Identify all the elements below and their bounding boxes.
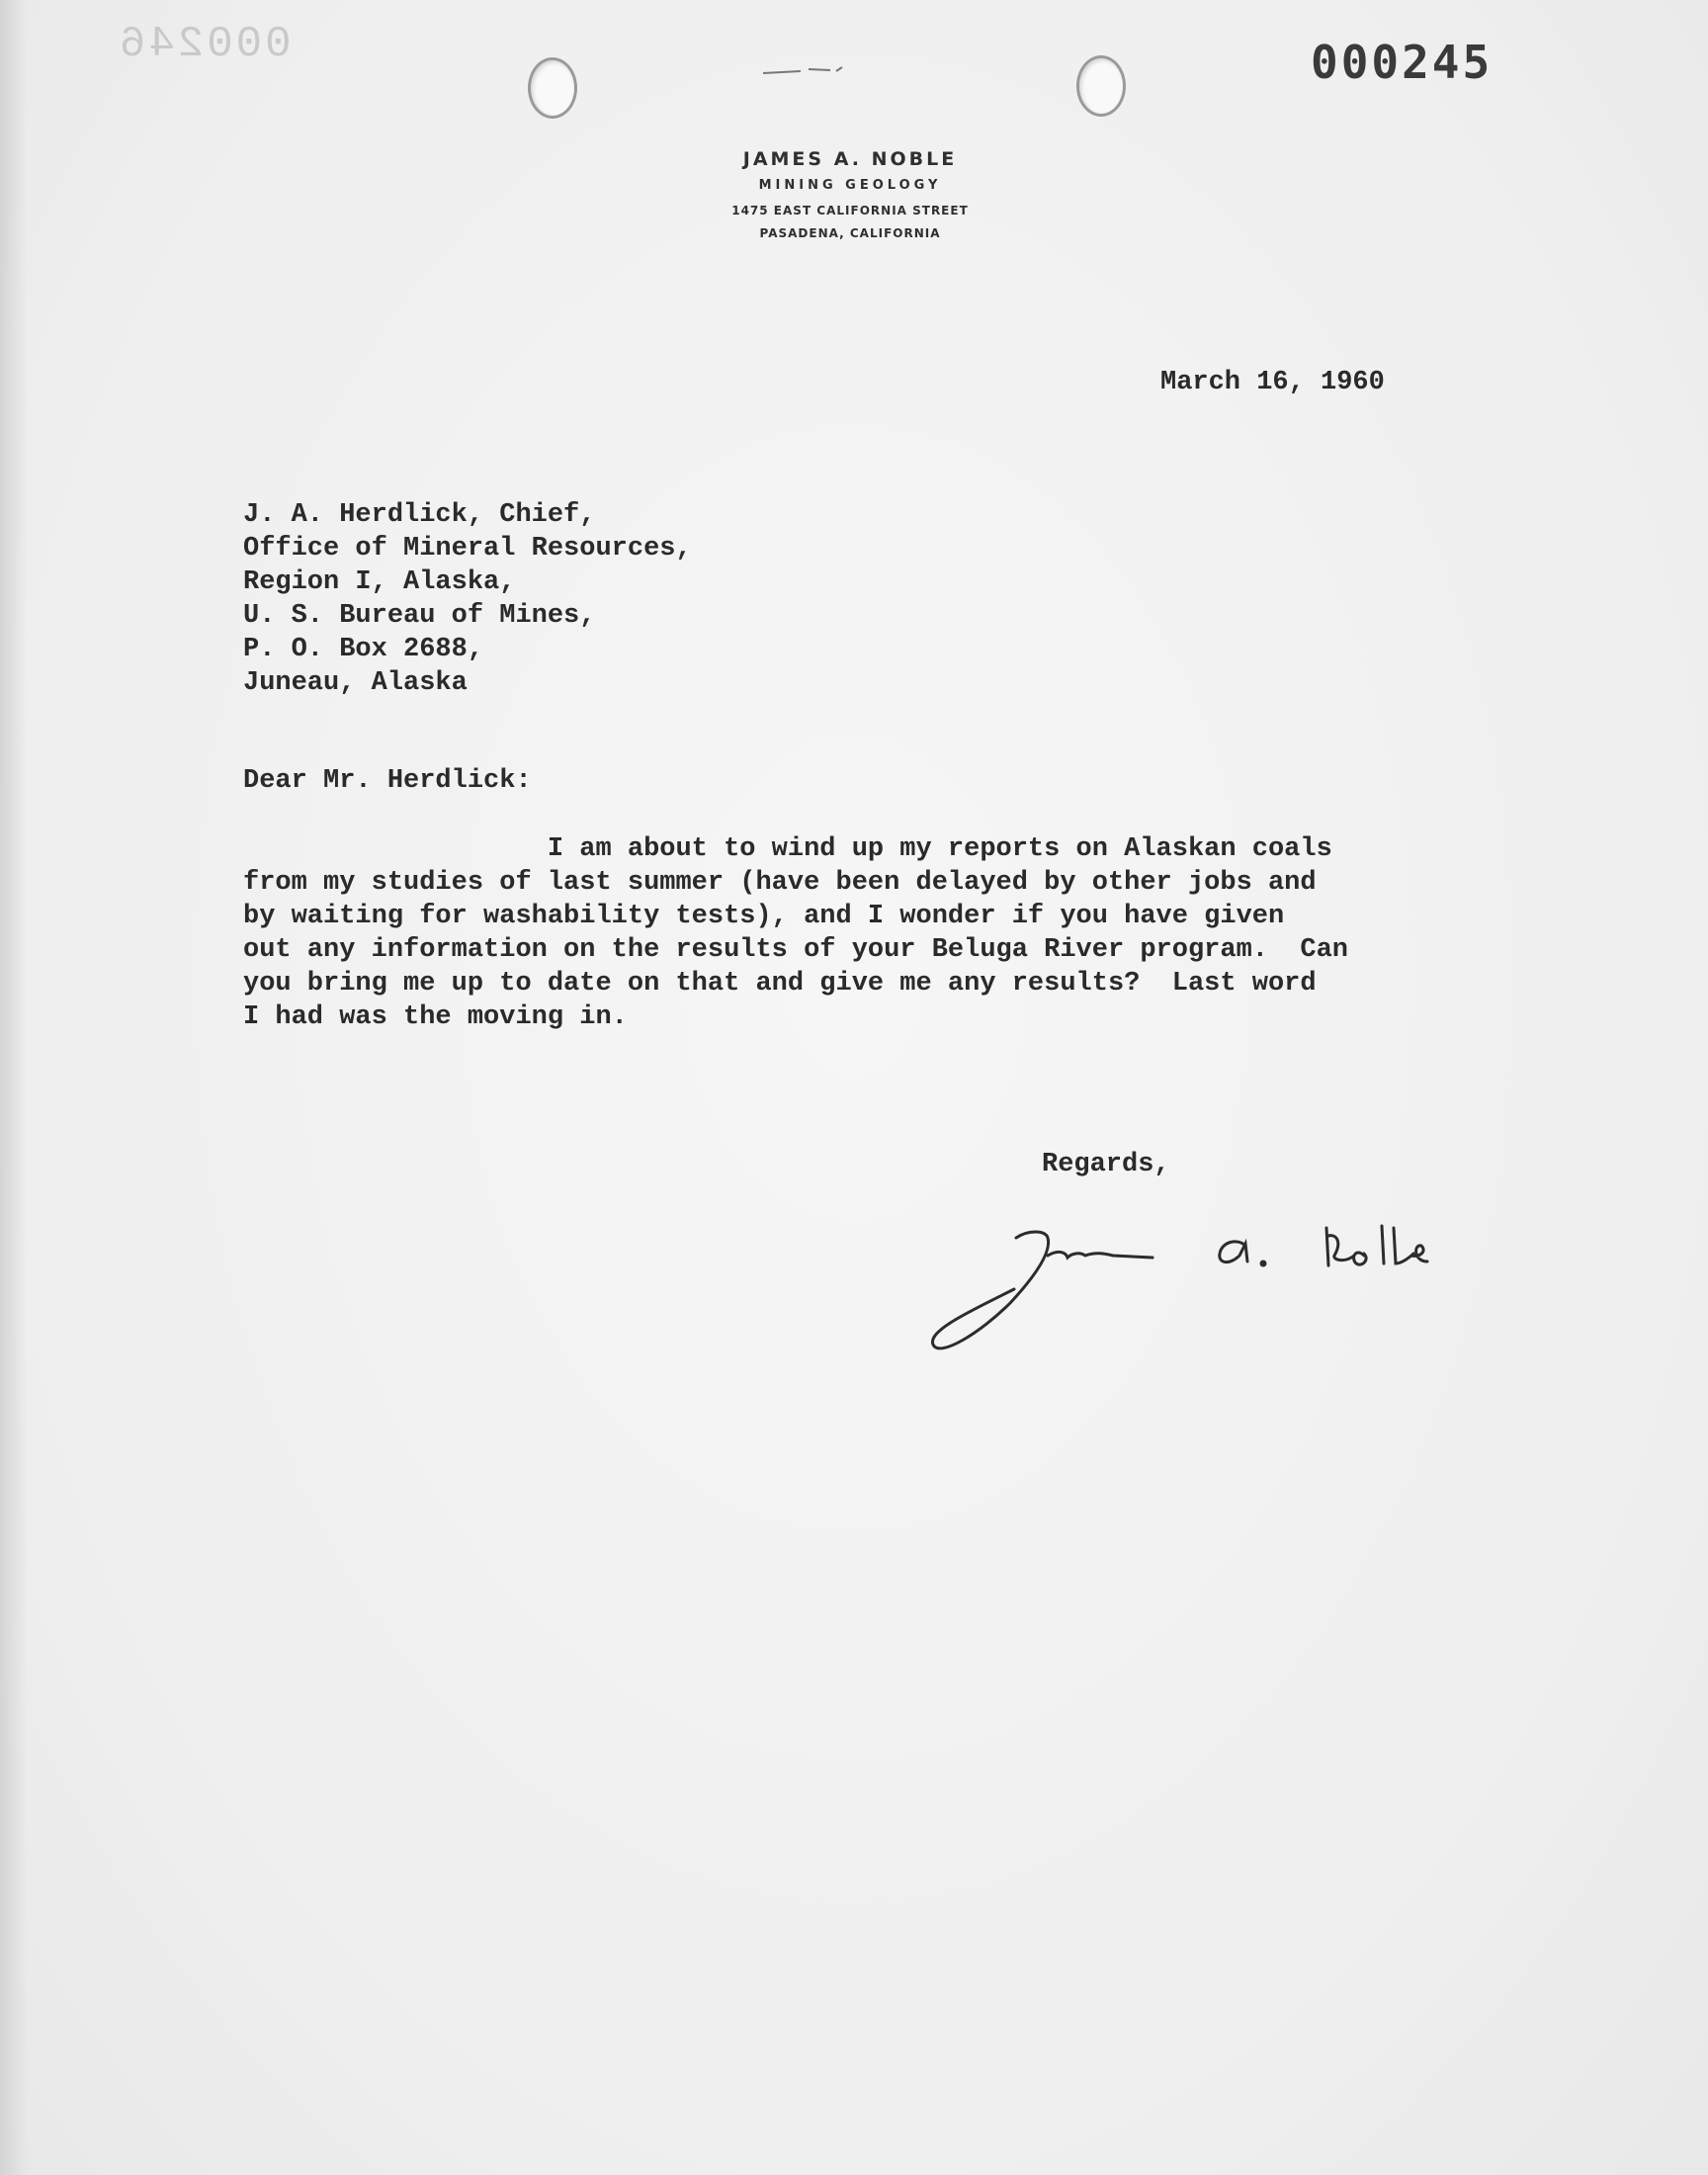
punch-hole-left — [528, 57, 577, 119]
salutation: Dear Mr. Herdlick: — [243, 766, 532, 796]
pencil-mark — [761, 61, 870, 81]
bleed-through-number: 000246 — [117, 20, 292, 69]
letterhead-profession: MINING GEOLOGY — [758, 178, 942, 193]
letterhead-city: PASADENA, CALIFORNIA — [759, 226, 941, 240]
address-line: Juneau, Alaska — [243, 668, 468, 698]
page-edge-shadow — [0, 0, 28, 2175]
address-line: P. O. Box 2688, — [243, 635, 484, 664]
letter-date: March 16, 1960 — [1160, 368, 1385, 397]
address-line: U. S. Bureau of Mines, — [243, 601, 596, 631]
closing: Regards, — [1042, 1150, 1170, 1179]
body-paragraph — [243, 832, 1348, 1034]
body-line: from my studies of last summer (have been delayed by other jobs and — [243, 868, 1317, 898]
body-line: I am about to wind up my reports on Alaskan coals — [243, 834, 1332, 864]
address-line: Office of Mineral Resources, — [243, 534, 692, 564]
letterhead-name: JAMES A. NOBLE — [742, 148, 958, 170]
body-line: I had was the moving in. — [243, 1002, 628, 1032]
punch-hole-right — [1076, 55, 1126, 117]
body-line: you bring me up to date on that and give me any results? Last word — [243, 969, 1317, 999]
body-line: by waiting for washability tests), and I wonder if you have given — [243, 902, 1285, 931]
letterhead-street: 1475 EAST CALIFORNIA STREET — [731, 204, 969, 218]
recipient-address — [243, 498, 692, 700]
address-line: J. A. Herdlick, Chief, — [243, 500, 596, 530]
letterhead — [682, 148, 1018, 249]
address-line: Region I, Alaska, — [243, 567, 516, 597]
body-line: out any information on the results of your Beluga River program. Can — [243, 935, 1348, 965]
archive-stamp-number: 000245 — [1311, 36, 1494, 89]
handwritten-signature — [919, 1216, 1512, 1374]
